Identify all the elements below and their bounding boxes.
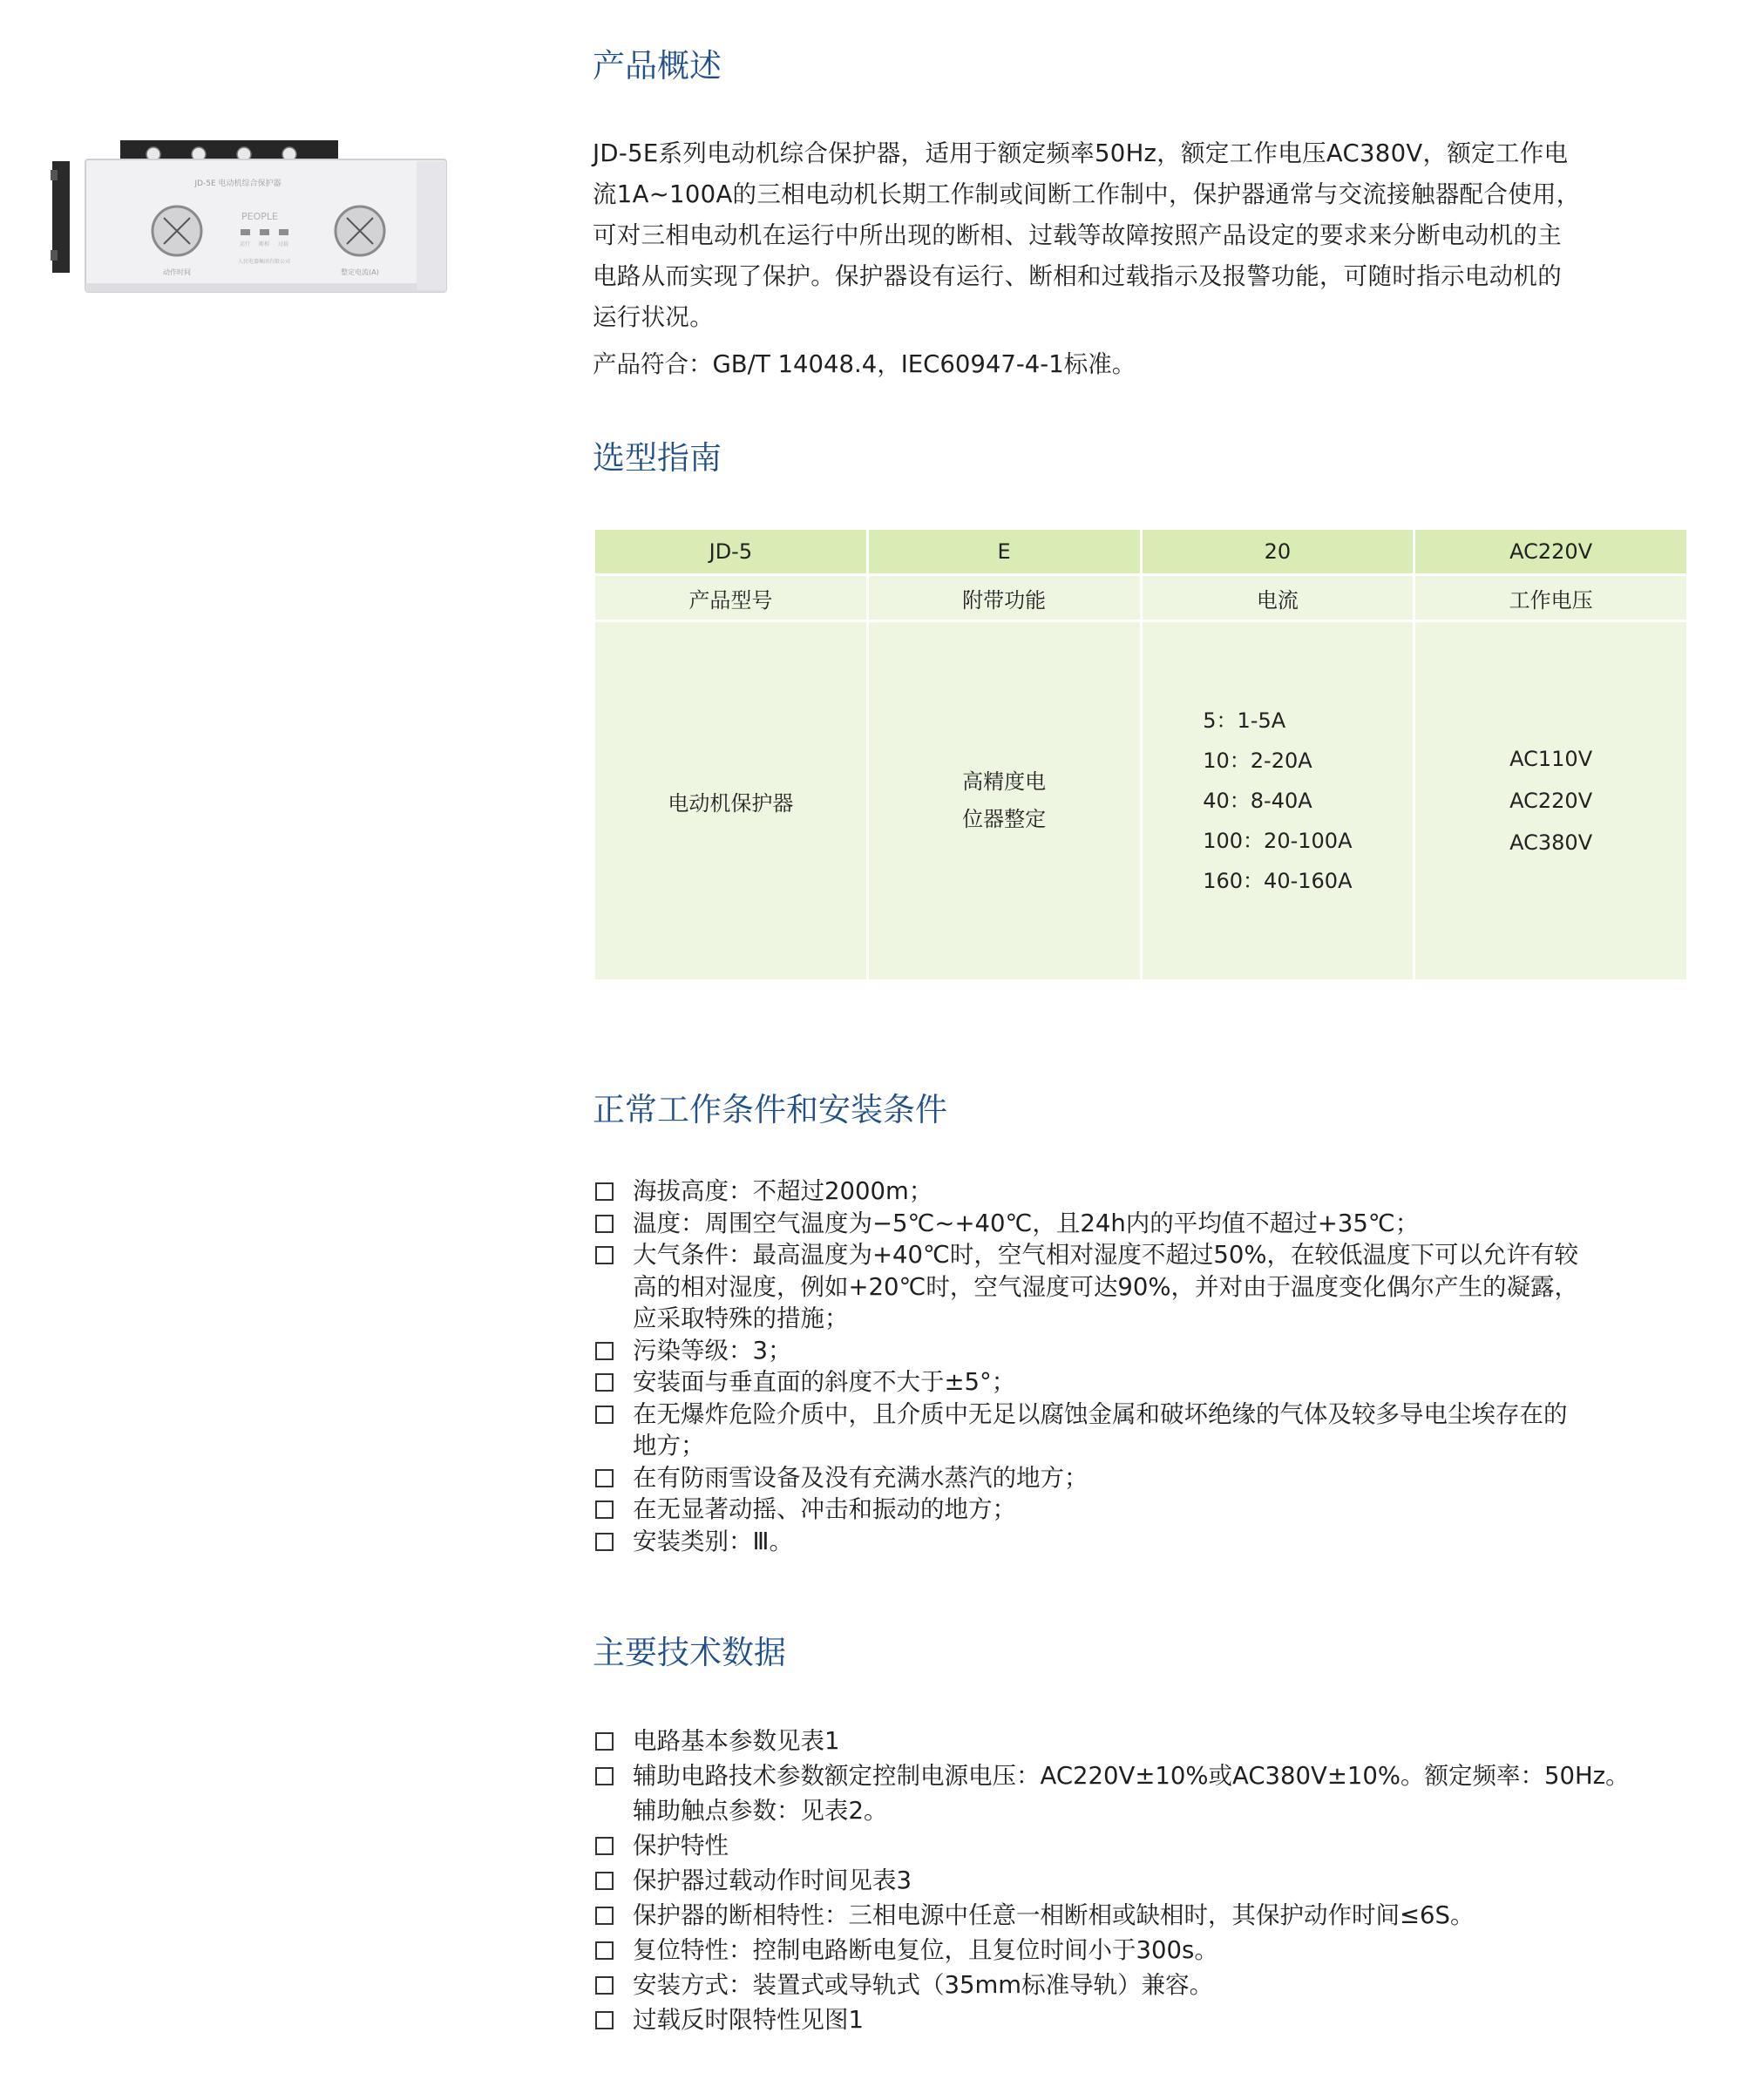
checkbox-square-icon <box>595 1767 614 1785</box>
voltage-cell <box>1414 621 1688 981</box>
standard-line: 产品符合：GB/T 14048.4，IEC60947-4-1标准。 <box>593 350 1136 378</box>
list-item: 保护器的断相特性：三相电源中任意一相断相或缺相时，其保护动作时间≤6S。 <box>593 1898 1726 1933</box>
value-row <box>594 621 1688 981</box>
overview-title: 产品概述 <box>593 47 722 85</box>
list-item: 温度：周围空气温度为−5℃~+40℃，且24h内的平均值不超过+35℃； <box>593 1208 1726 1240</box>
current-option: 40：8-40A <box>1203 789 1312 813</box>
overview-line: 可对三相电动机在运行中所出现的断相、过载等故障按照产品设定的要求来分断电动机的主 <box>593 221 1562 249</box>
list-item: 安装方式：装置式或导轨式（35mm标准导轨）兼容。 <box>593 1968 1726 2002</box>
conditions-list <box>593 1175 1726 1557</box>
checkbox-square-icon <box>595 1373 614 1392</box>
current-cell <box>1141 621 1414 981</box>
indicator-label: 过载 <box>277 241 289 247</box>
current-option: 10：2-20A <box>1203 749 1312 773</box>
checkbox-square-icon <box>595 1837 614 1855</box>
current-option: 100：20-100A <box>1203 829 1353 853</box>
device-maker: 人民电器集团有限公司 <box>237 259 291 265</box>
voltage-option: AC220V <box>1509 789 1593 813</box>
voltage-option: AC380V <box>1509 830 1593 855</box>
list-item: 海拔高度：不超过2000m； <box>593 1175 1726 1208</box>
code-cell: 20 <box>1141 529 1414 575</box>
function-cell <box>867 621 1141 981</box>
current-option: 160：40-160A <box>1203 869 1353 893</box>
indicator-led <box>279 229 288 235</box>
label-cell: 附带功能 <box>867 575 1141 621</box>
checkbox-square-icon <box>595 1182 614 1201</box>
overview-paragraph <box>593 133 1682 338</box>
left-dial-label: 动作时间 <box>163 268 191 276</box>
list-item: 大气条件：最高温度为+40℃时，空气相对湿度不超过50%，在较低温度下可以允许有较 高的相对湿度，例如+20℃时，空气湿度可达90%，并对由于温度变化偶尔产生的凝露， 应采取特殊的措施； <box>593 1239 1726 1335</box>
checkbox-square-icon <box>595 2011 614 2029</box>
list-item: 复位特性：控制电路断电复位，且复位时间小于300s。 <box>593 1933 1726 1968</box>
code-cell: JD-5 <box>594 529 868 575</box>
selection-title: 选型指南 <box>593 439 722 477</box>
current-option: 5：1-5A <box>1203 708 1286 733</box>
list-item: 过载反时限特性见图1 <box>593 2002 1726 2037</box>
voltage-option: AC110V <box>1509 747 1593 771</box>
checkbox-square-icon <box>595 1872 614 1890</box>
overview-line: 电路从而实现了保护。保护器设有运行、断相和过载指示及报警功能，可随时指示电动机的 <box>593 262 1562 290</box>
model-code-row <box>594 529 1688 575</box>
list-item: 保护器过载动作时间见表3 <box>593 1863 1726 1898</box>
overview-line: 流1A~100A的三相电动机长期工作制或间断工作制中，保护器通常与交流接触器配合使用， <box>593 180 1581 208</box>
list-item: 保护特性 <box>593 1828 1726 1863</box>
function-line: 高精度电 <box>962 769 1047 794</box>
checkbox-square-icon <box>595 1215 614 1233</box>
checkbox-square-icon <box>595 1406 614 1424</box>
list-item: 安装面与垂直面的斜度不大于±5°； <box>593 1366 1726 1399</box>
right-dial-label: 整定电流(A) <box>341 268 379 276</box>
overview-line: 运行状况。 <box>593 303 714 331</box>
checkbox-square-icon <box>595 1732 614 1751</box>
tech-title: 主要技术数据 <box>593 1634 786 1671</box>
label-cell: 工作电压 <box>1414 575 1688 621</box>
label-row <box>594 575 1688 621</box>
indicator-label: 断相 <box>258 241 270 247</box>
indicator-label: 运行 <box>239 241 251 247</box>
function-line: 位器整定 <box>962 807 1047 831</box>
list-item: 电路基本参数见表1 <box>593 1724 1726 1758</box>
checkbox-square-icon <box>595 1976 614 1995</box>
checkbox-square-icon <box>595 1246 614 1264</box>
list-item: 在有防雨雪设备及没有充满水蒸汽的地方； <box>593 1462 1726 1494</box>
list-item: 辅助电路技术参数额定控制电源电压：AC220V±10%或AC380V±10%。额定频率：50Hz。 辅助触点参数：见表2。 <box>593 1758 1726 1828</box>
code-cell: AC220V <box>1414 529 1688 575</box>
label-cell: 产品型号 <box>594 575 868 621</box>
device-brand: PEOPLE <box>241 211 278 222</box>
conditions-title: 正常工作条件和安装条件 <box>593 1091 947 1128</box>
checkbox-square-icon <box>595 1500 614 1519</box>
code-cell: E <box>867 529 1141 575</box>
checkbox-square-icon <box>595 1469 614 1487</box>
list-item: 在无爆炸危险介质中，且介质中无足以腐蚀金属和破坏绝缘的气体及较多导电尘埃存在的 地方； <box>593 1399 1726 1462</box>
list-item: 安装类别：Ⅲ。 <box>593 1526 1726 1558</box>
checkbox-square-icon <box>595 1941 614 1960</box>
list-item: 在无显著动摇、冲击和振动的地方； <box>593 1494 1726 1526</box>
product-cell: 电动机保护器 <box>594 621 868 981</box>
label-cell: 电流 <box>1141 575 1414 621</box>
device-top-label: JD-5E 电动机综合保护器 <box>194 180 281 188</box>
indicator-led <box>241 229 250 235</box>
checkbox-square-icon <box>595 1342 614 1360</box>
indicator-led <box>260 229 269 235</box>
tech-list <box>593 1724 1726 2037</box>
list-item: 污染等级：3； <box>593 1335 1726 1367</box>
checkbox-square-icon <box>595 1533 614 1551</box>
selection-table <box>593 527 1689 982</box>
checkbox-square-icon <box>595 1907 614 1925</box>
product-image <box>51 135 450 299</box>
overview-line: JD-5E系列电动机综合保护器，适用于额定频率50Hz，额定工作电压AC380V，额定工作电 <box>593 139 1569 167</box>
